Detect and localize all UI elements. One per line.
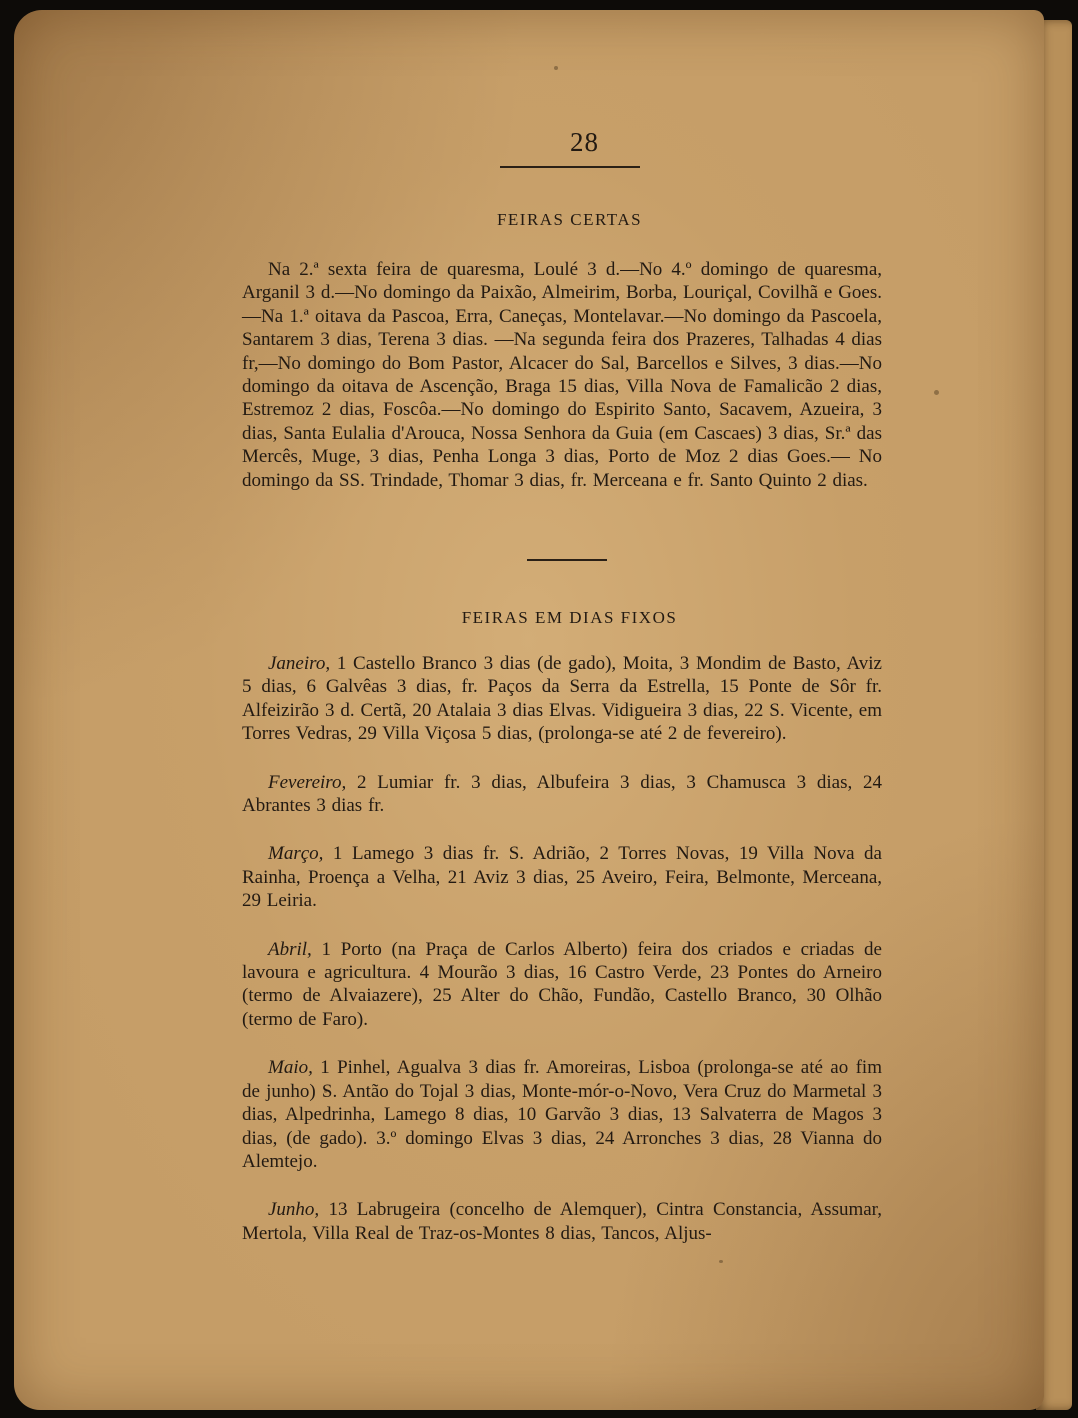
month-text: 2 Lumiar fr. 3 dias, Albufeira 3 dias, 3 Chamusca 3 dias, 24 Abrantes 3 dias fr. bbox=[242, 771, 882, 817]
paper-speck bbox=[554, 66, 558, 70]
month-name: Março, bbox=[268, 843, 324, 865]
feiras-certas-paragraph bbox=[242, 258, 882, 517]
month-name: Janeiro, bbox=[268, 653, 331, 674]
month-entry-marco bbox=[242, 842, 882, 912]
month-text: 1 Lamego 3 dias fr. S. Adrião, 2 Torres Novas, 19 Villa Nova da Rainha, Proença a Velha, 21 Aviz 3 dias, 25 Aveiro, Feira, Belmonte, Merceana, 29 Leiria. bbox=[242, 843, 882, 912]
month-text: 13 Labrugeira (concelho de Alemquer), Cintra Constancia, Assumar, Mertola, Villa Real de Traz-os-Montes 8 dias, Tancos, Aljus- bbox=[242, 1199, 882, 1244]
paper-speck bbox=[934, 390, 939, 395]
section-heading-feiras-dias-fixos: FEIRAS EM DIAS FIXOS bbox=[461, 608, 678, 627]
month-entry-maio bbox=[242, 1056, 882, 1173]
month-text: 1 Castello Branco 3 dias (de gado), Moita, 3 Mondim de Basto, Aviz 5 dias, 6 Galvêas 3 dias, fr. Paços da Serra da Estrella, 15 Ponte de Sôr fr. Alfeizirão 3 d. Certã, 20 Atalaia 3 dias Elvas. Vidigueira 3 dias, 22 S. Vicente, em Torres Vedras, 29 Villa Viçosa 5 dias, (prolonga-se até 2 de fevereiro). bbox=[242, 653, 882, 745]
feiras-certas-text: Na 2.ª sexta feira de quaresma, Loulé 3 d.—No 4.º domingo de quaresma, Arganil 3 d.—No domingo da Paixão, Almeirim, Borba, Louriçal, Covilhã e Goes.—Na 1.ª oitava da Pascoa, Erra, Caneças, Montelavar.—No domingo da Pascoela, Santarem 3 dias, Terena 3 dias. —Na segunda feira dos Prazeres, Talhadas 4 dias fr,—No domingo do Bom Pastor, Alcacer do Sal, Barcellos e Silves, 3 dias.—No domingo da oitava de Ascenção, Braga 15 dias, Villa Nova de Famalicão 2 dias, Estremoz 2 dias, Foscôa.—No domingo do Espirito Santo, Sacavem, Azueira, 3 dias, Santa Eulalia d'Arouca, Nossa Senhora da Guia (em Cascaes) 3 dias, Sr.ª das Mercês, Muge, 3 dias, Penha Longa 3 dias, Porto de Moz 2 dias Goes.— No domingo da SS. Trindade, Thomar 3 dias, fr. Merceana e fr. Santo Quinto 2 dias. bbox=[242, 259, 882, 491]
month-entry-junho bbox=[242, 1198, 882, 1245]
month-text: 1 Porto (na Praça de Carlos Alberto) feira dos criados e criadas de lavoura e agricultura. 4 Mourão 3 dias, 16 Castro Verde, 23 Pontes do Arneiro (termo de Alvaiazere), 25 Alter do Chão, Fundão, Castello Branco, 30 Olhão (termo de Faro). bbox=[242, 938, 882, 1030]
month-name: Abril, bbox=[268, 938, 312, 960]
month-name: Maio, bbox=[268, 1057, 313, 1079]
month-entry-janeiro bbox=[242, 652, 882, 746]
month-entry-fevereiro bbox=[242, 771, 882, 818]
section-heading-feiras-certas: FEIRAS CERTAS bbox=[496, 210, 643, 229]
month-name: Junho, bbox=[268, 1199, 320, 1221]
month-text: 1 Pinhel, Agualva 3 dias fr. Amoreiras, Lisboa (prolonga-se até ao fim de junho) S. Antão do Tojal 3 dias, Monte-mór-o-Novo, Vera Cruz do Marmetal 3 dias, Alpedrinha, Lamego 8 dias, 10 Garvão 3 dias, 13 Salvaterra de Magos 3 dias, (de gado). 3.º domingo Elvas 3 dias, 24 Arronches 3 dias, 28 Vianna do Alemtejo. bbox=[242, 1057, 882, 1172]
month-entry-abril bbox=[242, 938, 882, 1032]
header-rule bbox=[500, 166, 640, 168]
page-number: 28 bbox=[570, 127, 599, 157]
feiras-dias-fixos-list bbox=[242, 652, 882, 1270]
month-name: Fevereiro, bbox=[268, 771, 347, 793]
section-divider bbox=[527, 559, 607, 561]
